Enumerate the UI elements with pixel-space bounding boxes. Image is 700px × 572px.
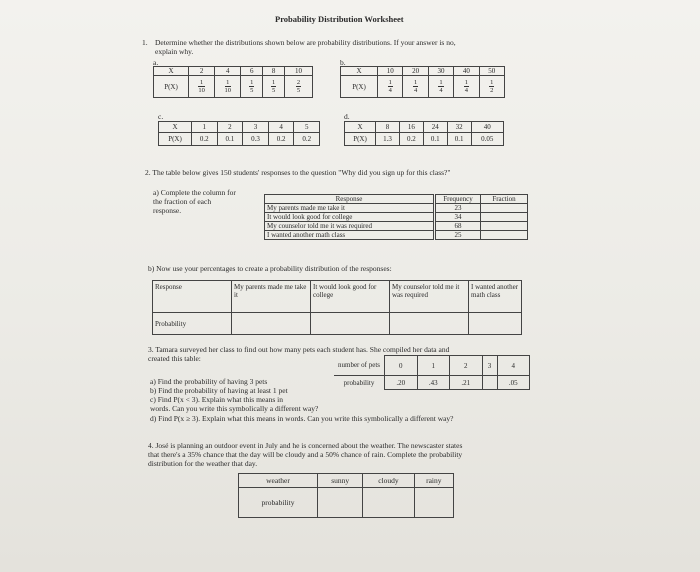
q1b-p-cell — [403, 76, 428, 98]
q2-fraction-cell[interactable] — [481, 222, 528, 231]
q4-row2-label: probability — [239, 488, 318, 518]
q3d-text: d) Find P(x ≥ 3). Explain what this means in words. Can you write this symbolically a different way? — [150, 414, 454, 423]
q3-p-cell: .21 — [450, 376, 483, 390]
fraction: $\frac{1}{5}$ — [250, 79, 254, 94]
q1b-p-cell — [428, 76, 453, 98]
q3a-text: a) Find the probability of having 3 pets — [150, 377, 268, 386]
q1a-p-label: P(X) — [154, 76, 189, 98]
q3-x-cell: 3 — [482, 356, 497, 376]
q1c-label: c. — [158, 112, 164, 121]
q1c-x-cell: 4 — [268, 122, 294, 133]
q1d-x-cell: 40 — [471, 122, 504, 133]
q1a-table — [153, 66, 313, 98]
q2a-line1: a) Complete the column for — [153, 188, 236, 197]
q1c-x-cell: 2 — [217, 122, 243, 133]
q2a-line2: the fraction of each — [153, 197, 212, 206]
q1a-p-cell — [241, 76, 263, 98]
q3c-line1: c) Find P(x < 3). Explain what this means in — [150, 395, 283, 404]
q1b-p-cell — [454, 76, 479, 98]
q2-probability-cell[interactable] — [469, 313, 522, 335]
q1a-x-label: X — [154, 67, 189, 76]
q2-dist-row1-label: Response — [153, 281, 232, 313]
q1d-p-cell: 0.1 — [423, 133, 447, 146]
q4-weather-col: rainy — [414, 474, 453, 488]
q2-row-response: My parents made me take it — [265, 204, 435, 213]
q1a-x-cell: 4 — [215, 67, 241, 76]
q1d-p-label: P(X) — [345, 133, 376, 146]
q2-row-response: I wanted another math class — [265, 231, 435, 240]
fraction: $\frac{1}{10}$ — [198, 79, 205, 94]
q1b-x-cell: 30 — [428, 67, 453, 76]
q2-row-response: It would look good for college — [265, 213, 435, 222]
q1c-p-cell: 0.2 — [268, 133, 294, 146]
q1d-x-label: X — [345, 122, 376, 133]
q1d-p-cell: 0.1 — [447, 133, 471, 146]
q2-fraction-cell[interactable] — [481, 213, 528, 222]
q2-row-frequency: 68 — [435, 222, 481, 231]
q2-dist-col: I wanted another math class — [469, 281, 522, 313]
q1d-x-cell: 24 — [423, 122, 447, 133]
q3c-line2: words. Can you write this symbolically a different way? — [150, 404, 319, 413]
q2-dist-col: My counselor told me it was required — [390, 281, 469, 313]
q3-intro-line1: 3. Tamara surveyed her class to find out how many pets each student has. She compiled her data and — [148, 345, 450, 354]
q1b-label: b. — [340, 58, 346, 67]
q3-pets-table — [334, 355, 530, 390]
q2-header-response: Response — [265, 195, 435, 204]
q3-x-cell: 2 — [450, 356, 483, 376]
q1d-x-cell: 32 — [447, 122, 471, 133]
q1c-p-cell: 0.3 — [243, 133, 269, 146]
q1b-x-label: X — [341, 67, 378, 76]
q1c-x-cell: 3 — [243, 122, 269, 133]
fraction: $\frac{2}{5}$ — [296, 79, 301, 94]
q4-probability-cell[interactable] — [318, 488, 363, 518]
q1c-x-cell: 1 — [192, 122, 218, 133]
q4-weather-col: sunny — [318, 474, 363, 488]
q2-header-frequency: Frequency — [435, 195, 481, 204]
q1-prompt-line1: Determine whether the distributions shown below are probability distributions. If your answer is no, — [155, 38, 456, 47]
q1a-x-cell: 10 — [285, 67, 313, 76]
worksheet-title: Probability Distribution Worksheet — [275, 14, 404, 24]
q2-fraction-cell[interactable] — [481, 231, 528, 240]
q1a-x-cell: 6 — [241, 67, 263, 76]
q1a-x-cell: 8 — [263, 67, 285, 76]
q2-row-frequency: 23 — [435, 204, 481, 213]
q1a-p-cell — [189, 76, 215, 98]
q4-row1-label: weather — [239, 474, 318, 488]
fraction: $\frac{1}{2}$ — [490, 79, 494, 94]
q1a-label: a. — [153, 58, 159, 67]
q2-probability-cell[interactable] — [232, 313, 311, 335]
fraction: $\frac{1}{5}$ — [271, 79, 276, 94]
fraction: $\frac{1}{4}$ — [388, 79, 392, 94]
q1d-p-cell: 1.3 — [376, 133, 400, 146]
q1b-p-label: P(X) — [341, 76, 378, 98]
q4-probability-cell[interactable] — [414, 488, 453, 518]
q1-number: 1. — [142, 38, 148, 47]
q1d-p-cell: 0.05 — [471, 133, 504, 146]
q4-weather-col: cloudy — [363, 474, 414, 488]
q3-x-cell: 0 — [385, 356, 418, 376]
q2-header-fraction: Fraction — [481, 195, 528, 204]
q2-probability-cell[interactable] — [311, 313, 390, 335]
q2-dist-col: My parents made me take it — [232, 281, 311, 313]
fraction: $\frac{1}{4}$ — [439, 79, 443, 94]
fraction: $\frac{1}{10}$ — [224, 79, 232, 94]
q2-fraction-cell[interactable] — [481, 204, 528, 213]
q3-p-cell: .05 — [497, 376, 530, 390]
q3-p-cell: .20 — [385, 376, 418, 390]
q2a-line3: response. — [153, 206, 182, 215]
q1c-p-cell: 0.1 — [217, 133, 243, 146]
q1a-p-cell — [263, 76, 285, 98]
q1d-x-cell: 16 — [399, 122, 423, 133]
q2-dist-col: It would look good for college — [311, 281, 390, 313]
q2-row-frequency: 25 — [435, 231, 481, 240]
q1d-table — [344, 121, 504, 146]
q1b-p-cell — [378, 76, 403, 98]
q2-probability-cell[interactable] — [390, 313, 469, 335]
q3-intro-line2: created this table: — [148, 354, 201, 363]
q1d-label: d. — [344, 112, 350, 121]
q1d-x-cell: 8 — [376, 122, 400, 133]
fraction: $\frac{1}{4}$ — [413, 79, 418, 94]
q2-row-response: My counselor told me it was required — [265, 222, 435, 231]
q3b-text: b) Find the probability of having at least 1 pet — [150, 386, 288, 395]
q1b-p-cell — [479, 76, 504, 98]
q4-weather-table — [238, 473, 454, 518]
q1b-x-cell: 20 — [403, 67, 428, 76]
q1a-p-cell — [215, 76, 241, 98]
q2-intro: 2. The table below gives 150 students' responses to the question "Why did you sign up for this class?" — [145, 168, 451, 177]
q1c-p-label: P(X) — [159, 133, 192, 146]
q1c-p-cell: 0.2 — [294, 133, 320, 146]
q1a-p-cell — [285, 76, 313, 98]
q4-line2: that there's a 35% chance that the day will be cloudy and a 50% chance of rain. Complete the probability — [148, 450, 463, 459]
q3-row2-label: probability — [334, 376, 385, 390]
q3-p-cell-blank[interactable] — [482, 376, 497, 390]
q1a-x-cell: 2 — [189, 67, 215, 76]
q2b-text: b) Now use your percentages to create a probability distribution of the responses: — [148, 264, 392, 273]
q3-x-cell: 4 — [497, 356, 530, 376]
q3-x-cell: 1 — [417, 356, 450, 376]
q3-row1-label: number of pets — [334, 356, 385, 376]
q1b-x-cell: 40 — [454, 67, 479, 76]
q1b-x-cell: 10 — [378, 67, 403, 76]
q1b-x-cell: 50 — [479, 67, 504, 76]
q3-p-cell: .43 — [417, 376, 450, 390]
q1c-x-cell: 5 — [294, 122, 320, 133]
q2-response-table — [264, 194, 528, 240]
q1b-table — [340, 66, 505, 98]
q2-dist-row2-label: Probability — [153, 313, 232, 335]
q1c-x-label: X — [159, 122, 192, 133]
q1c-table — [158, 121, 320, 146]
fraction: $\frac{1}{4}$ — [464, 79, 468, 94]
q1c-p-cell: 0.2 — [192, 133, 218, 146]
q2-distribution-table — [152, 280, 522, 335]
q4-line1: 4. José is planning an outdoor event in July and he is concerned about the weather. The newscaster states — [148, 441, 463, 450]
q1-prompt-line2: explain why. — [155, 47, 194, 56]
q2-row-frequency: 34 — [435, 213, 481, 222]
q4-line3: distribution for the weather that day. — [148, 459, 258, 468]
q4-probability-cell[interactable] — [363, 488, 414, 518]
q1d-p-cell: 0.2 — [399, 133, 423, 146]
